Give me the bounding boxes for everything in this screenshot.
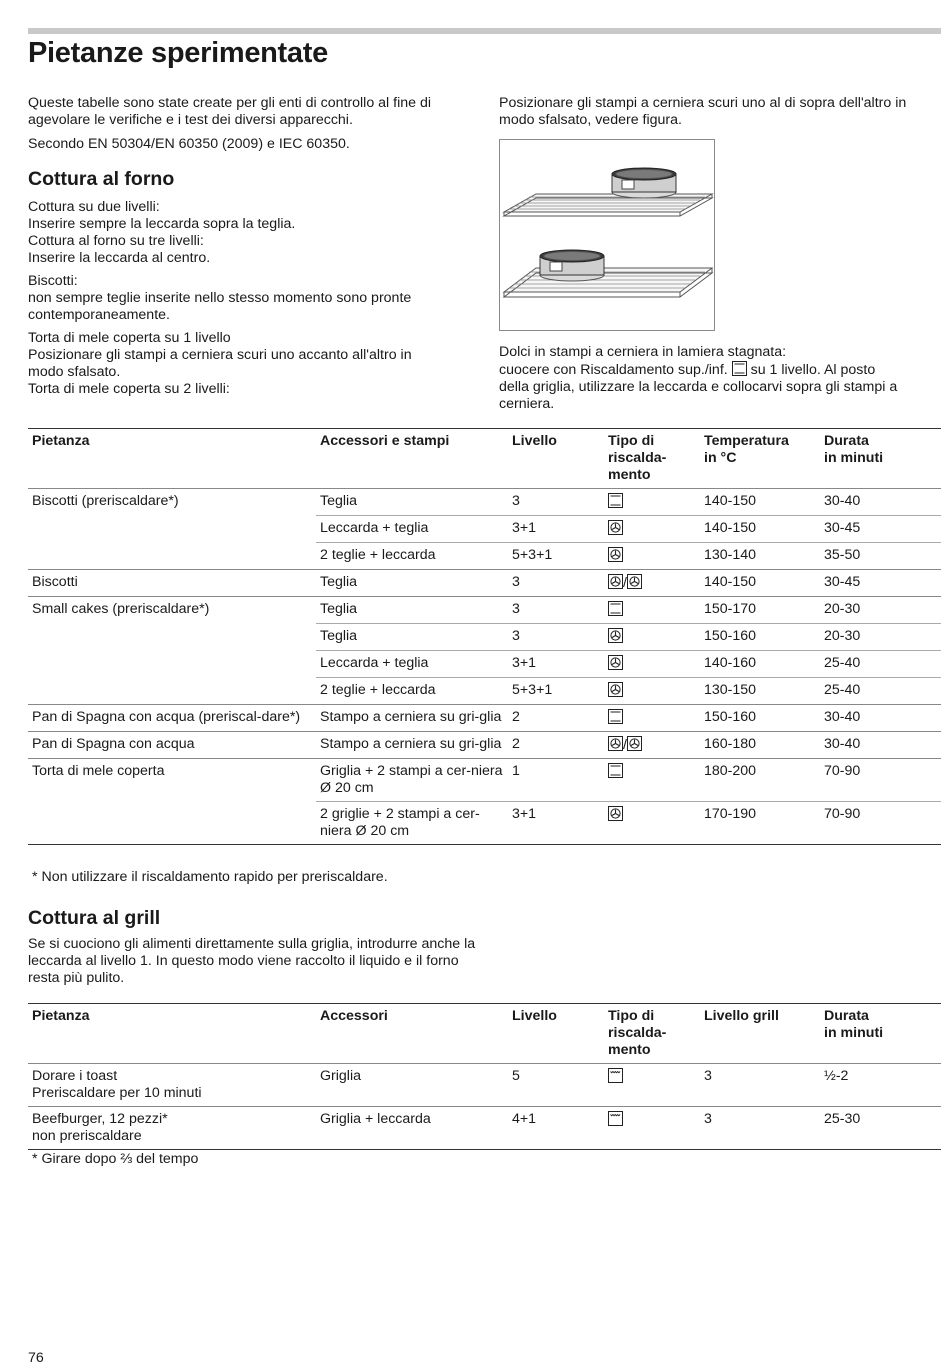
duration-cell: 30-40 [820, 732, 941, 759]
note-line: Inserire la leccarda al centro. [28, 250, 211, 266]
accessory-cell: Griglia + leccarda [316, 1107, 508, 1150]
duration-cell: 25-30 [820, 1107, 941, 1150]
accessory-cell: Stampo a cerniera su gri-glia [316, 705, 508, 732]
food-cell: Pan di Spagna con acqua [28, 732, 316, 759]
food-cell: Small cakes (preriscaldare*) [28, 597, 316, 624]
baking-table [28, 428, 941, 845]
temperature-cell: 180-200 [700, 759, 820, 802]
column-header: Temperatura in °C [700, 429, 820, 489]
baking-footnote: * Non utilizzare il riscaldamento rapido per preriscaldare. [32, 869, 388, 885]
temperature-cell: 130-140 [700, 543, 820, 570]
top-bottom-heat-icon [732, 361, 747, 376]
food-note: Preriscaldare per 10 minuti [32, 1085, 202, 1101]
accessory-cell: Griglia + 2 stampi a cer-niera Ø 20 cm [316, 759, 508, 802]
table-header-row [28, 429, 941, 489]
hot-air-icon [608, 548, 623, 564]
level-cell: 2 [508, 705, 604, 732]
hot-air-eco-icon [627, 575, 642, 591]
accessory-cell: Teglia [316, 597, 508, 624]
food-cell [28, 1107, 316, 1150]
table-row [28, 802, 941, 845]
level-cell: 4+1 [508, 1107, 604, 1150]
note-text: su 1 livello. Al posto [750, 362, 876, 378]
heat-type-cell [604, 543, 700, 570]
hot-air-eco-icon [627, 737, 642, 753]
note-line: Cottura al forno su tre livelli: [28, 233, 204, 249]
food-cell [28, 516, 316, 543]
temperature-cell: 140-150 [700, 489, 820, 516]
note-line: Biscotti: [28, 273, 78, 289]
column-header: Accessori e stampi [316, 429, 508, 489]
grill-table [28, 1003, 941, 1150]
table-row [28, 1064, 941, 1107]
heat-type-cell [604, 597, 700, 624]
food-note: non preriscaldare [32, 1128, 142, 1144]
temperature-cell: 140-150 [700, 516, 820, 543]
heat-type-cell [604, 678, 700, 705]
note-line: Cottura su due livelli: [28, 199, 160, 215]
temperature-cell: 140-160 [700, 651, 820, 678]
temperature-cell: 170-190 [700, 802, 820, 845]
column-header: Livello [508, 1004, 604, 1064]
table-row [28, 759, 941, 802]
temperature-cell: 150-160 [700, 624, 820, 651]
section-heading-grill: Cottura al grill [28, 907, 161, 929]
hot-air-icon [608, 683, 623, 699]
heat-type-cell [604, 759, 700, 802]
note-line: Inserire sempre la leccarda sopra la teglia. [28, 216, 296, 232]
top-bottom-heat-icon [608, 710, 623, 726]
duration-cell: 30-40 [820, 489, 941, 516]
heat-type-cell [604, 489, 700, 516]
note-line [499, 361, 941, 379]
grill-level-cell: 3 [700, 1064, 820, 1107]
note-line: Posizionare gli stampi a cerniera scuri uno accanto all'altro in [28, 347, 412, 363]
springform-note [499, 344, 941, 413]
standard-paragraph: Secondo EN 50304/EN 60350 (2009) e IEC 60350. [28, 136, 350, 152]
level-cell: 3 [508, 570, 604, 597]
grill-text: Se si cuociono gli alimenti direttamente sulla griglia, introdurre anche la leccarda al livello 1. In questo modo viene raccolto il liquido e il forno resta più pulito. [28, 936, 476, 986]
column-header: Pietanza [28, 1004, 316, 1064]
accessory-cell: 2 teglie + leccarda [316, 543, 508, 570]
heat-type-cell: / [604, 570, 700, 597]
hot-air-icon [608, 575, 623, 591]
note-line: Dolci in stampi a cerniera in lamiera stagnata: [499, 344, 787, 360]
heat-type-cell [604, 705, 700, 732]
accessory-cell: Griglia [316, 1064, 508, 1107]
accessory-cell: Leccarda + teglia [316, 651, 508, 678]
page-title: Pietanze sperimentate [28, 37, 328, 69]
level-cell: 3+1 [508, 802, 604, 845]
table-row [28, 1107, 941, 1150]
food-cell [28, 1064, 316, 1107]
accessory-cell: 2 griglie + 2 stampi a cer-niera Ø 20 cm [316, 802, 508, 845]
temperature-cell: 130-150 [700, 678, 820, 705]
heat-type-cell [604, 651, 700, 678]
heat-type-cell [604, 516, 700, 543]
table-row [28, 651, 941, 678]
temperature-cell: 140-150 [700, 570, 820, 597]
table-row [28, 543, 941, 570]
column-header: Livello [508, 429, 604, 489]
column-header: Accessori [316, 1004, 508, 1064]
table-header-row [28, 1004, 941, 1064]
hot-air-icon [608, 656, 623, 672]
duration-cell: ½-2 [820, 1064, 941, 1107]
accessory-cell: Teglia [316, 489, 508, 516]
hot-air-icon [608, 521, 623, 537]
column-header: Livello grill [700, 1004, 820, 1064]
hot-air-icon [608, 629, 623, 645]
food-cell: Biscotti (preriscaldare*) [28, 489, 316, 516]
top-bottom-heat-icon [608, 494, 623, 510]
heat-type-cell: / [604, 732, 700, 759]
column-header: Tipo di riscalda- mento [604, 1004, 700, 1064]
level-cell: 3 [508, 597, 604, 624]
level-cell: 5 [508, 1064, 604, 1107]
level-cell: 5+3+1 [508, 543, 604, 570]
note-line: non sempre teglie inserite nello stesso momento sono pronte [28, 290, 412, 306]
food-cell [28, 802, 316, 845]
duration-cell: 25-40 [820, 651, 941, 678]
table-row [28, 597, 941, 624]
accessory-cell: Teglia [316, 624, 508, 651]
duration-cell: 70-90 [820, 802, 941, 845]
duration-cell: 20-30 [820, 597, 941, 624]
food-cell [28, 624, 316, 651]
note-line: modo sfalsato. [28, 364, 121, 380]
note-line: della griglia, utilizzare la leccarda e collocarvi sopra gli stampi a [499, 379, 898, 395]
food-name: Dorare i toast [32, 1068, 118, 1084]
duration-cell: 70-90 [820, 759, 941, 802]
hot-air-icon [608, 737, 623, 753]
duration-cell: 30-45 [820, 516, 941, 543]
top-bottom-heat-icon [608, 602, 623, 618]
note-line: Torta di mele coperta su 1 livello [28, 330, 231, 346]
table-row [28, 489, 941, 516]
food-cell: Biscotti [28, 570, 316, 597]
food-cell [28, 651, 316, 678]
table-row [28, 624, 941, 651]
note-line: Torta di mele coperta su 2 livelli: [28, 381, 230, 397]
heat-type-cell [604, 624, 700, 651]
level-cell: 3 [508, 624, 604, 651]
table-row [28, 516, 941, 543]
oven-racks-illustration [500, 140, 714, 330]
level-cell: 5+3+1 [508, 678, 604, 705]
food-cell [28, 678, 316, 705]
duration-cell: 35-50 [820, 543, 941, 570]
grill-icon [608, 1069, 623, 1085]
column-header: Tipo di riscalda- mento [604, 429, 700, 489]
accessory-cell: Stampo a cerniera su gri-glia [316, 732, 508, 759]
note-text: cuocere con Riscaldamento sup./inf. [499, 362, 728, 378]
grill-icon [608, 1112, 623, 1128]
level-cell: 3 [508, 489, 604, 516]
temperature-cell: 150-160 [700, 705, 820, 732]
heat-type-cell [604, 1064, 700, 1107]
hot-air-icon [608, 807, 623, 823]
intro-paragraph: Queste tabelle sono state create per gli enti di controllo al fine di agevolare le verifiche e i test dei diversi apparecchi. [28, 95, 432, 128]
intro-right: Posizionare gli stampi a cerniera scuri uno al di sopra dell'altro in modo sfalsato, vedere figura. [499, 95, 907, 128]
temperature-cell: 150-170 [700, 597, 820, 624]
accessory-cell: Teglia [316, 570, 508, 597]
duration-cell: 30-45 [820, 570, 941, 597]
duration-cell: 25-40 [820, 678, 941, 705]
duration-cell: 30-40 [820, 705, 941, 732]
accessory-cell: Leccarda + teglia [316, 516, 508, 543]
duration-cell: 20-30 [820, 624, 941, 651]
food-cell: Pan di Spagna con acqua (preriscal-dare*) [28, 705, 316, 732]
food-cell [28, 543, 316, 570]
top-rule [28, 28, 941, 34]
accessory-cell: 2 teglie + leccarda [316, 678, 508, 705]
temperature-cell: 160-180 [700, 732, 820, 759]
section-heading-forno: Cottura al forno [28, 168, 175, 190]
springform-figure [499, 139, 715, 331]
note-line: contemporaneamente. [28, 307, 170, 323]
table-row [28, 570, 941, 597]
grill-footnote: * Girare dopo ⅔ del tempo [32, 1151, 199, 1167]
intro-left [28, 95, 478, 153]
forno-notes [28, 199, 478, 398]
page-number: 76 [28, 1350, 44, 1366]
heat-type-cell [604, 1107, 700, 1150]
grill-level-cell: 3 [700, 1107, 820, 1150]
top-bottom-heat-icon [608, 764, 623, 780]
table-row [28, 705, 941, 732]
level-cell: 1 [508, 759, 604, 802]
column-header: Durata in minuti [820, 1004, 941, 1064]
level-cell: 3+1 [508, 651, 604, 678]
table-row [28, 678, 941, 705]
column-header: Durata in minuti [820, 429, 941, 489]
note-line: cerniera. [499, 396, 555, 412]
column-header: Pietanza [28, 429, 316, 489]
level-cell: 2 [508, 732, 604, 759]
table-row [28, 732, 941, 759]
food-cell: Torta di mele coperta [28, 759, 316, 802]
food-name: Beefburger, 12 pezzi* [32, 1111, 168, 1127]
heat-type-cell [604, 802, 700, 845]
level-cell: 3+1 [508, 516, 604, 543]
